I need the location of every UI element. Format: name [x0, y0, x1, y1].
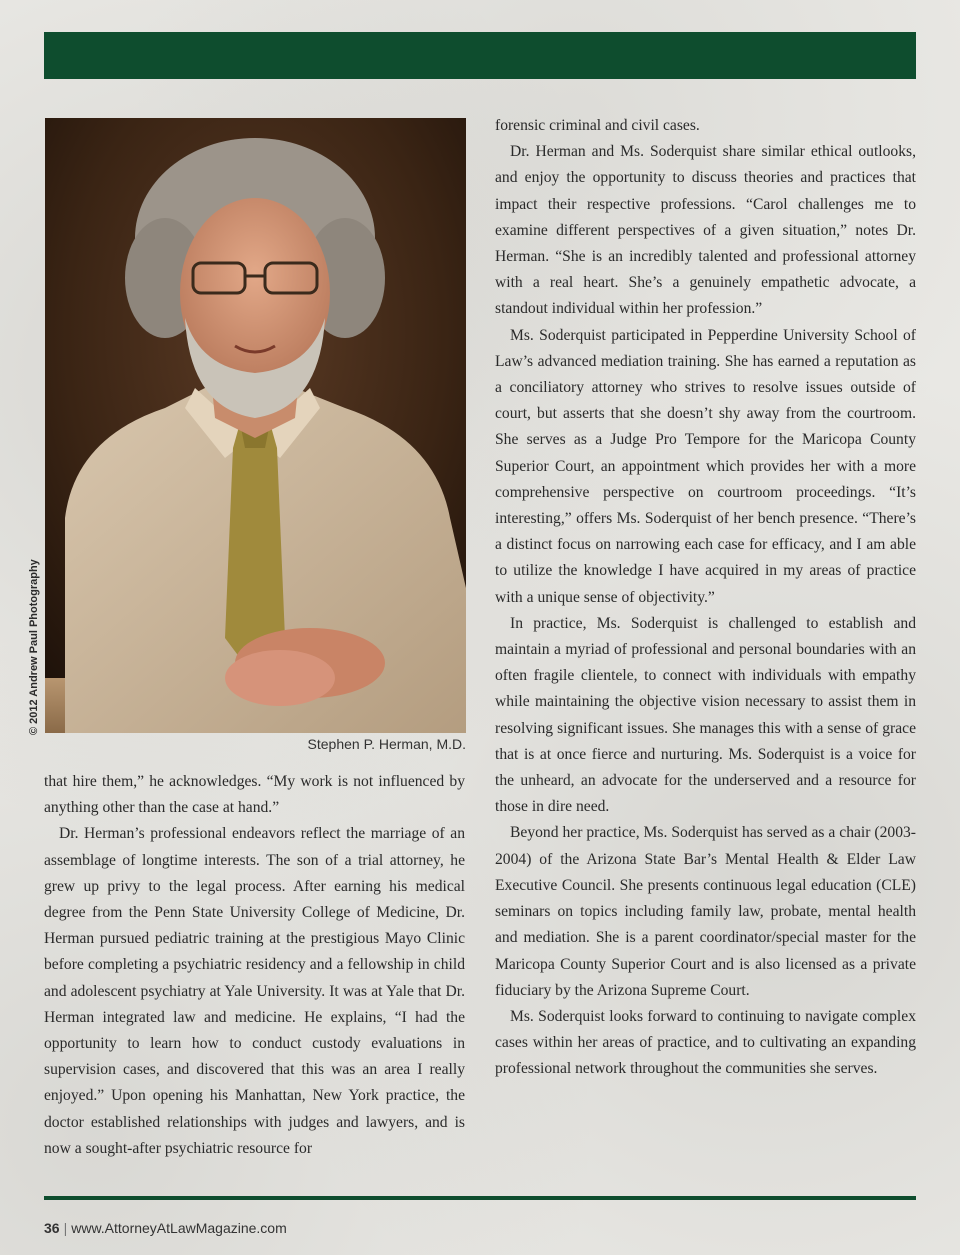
photo-credit: © 2012 Andrew Paul Photography	[28, 559, 40, 735]
portrait-photo	[45, 118, 466, 733]
website-link[interactable]: www.AttorneyAtLawMagazine.com	[71, 1220, 287, 1236]
footer-separator: |	[63, 1220, 68, 1236]
header-bar	[44, 32, 916, 79]
left-column	[44, 769, 465, 1162]
paragraph: Dr. Herman’s professional endeavors reflect the marriage of an assemblage of longtime interests. The son of a trial attorney, he grew up privy to the legal process. After earning his medical degree from the Penn State University College of Medicine, Dr. Herman pursued pediatric training at the prestigious Mayo Clinic before completing a psychiatric residency and a fellowship in child and adolescent psychiatry at Yale University. It was at Yale that Dr. Herman integrated law and medicine. He explains, “I had the opportunity to learn how to conduct custody evaluations in supervision cases, and discovered that this was an area I really enjoyed.” Upon opening his Manhattan, New York practice, the doctor established relationships with judges and lawyers, and is now a sought-after psychiatric resource for	[44, 825, 465, 1157]
footer-rule	[44, 1196, 916, 1200]
footer	[44, 1220, 287, 1236]
paragraph: Ms. Soderquist looks forward to continuing to navigate complex cases within her areas of practice, and to cultivating an expanding professional network throughout the communities she serves.	[495, 1007, 916, 1078]
photo-caption: Stephen P. Herman, M.D.	[307, 736, 466, 752]
paragraph: In practice, Ms. Soderquist is challenged to establish and maintain a myriad of professional and personal boundaries with an often fragile clientele, to connect with individuals with empathy while maintaining the objective vision necessary to assist them in resolving significant issues. She manages this with a sense of grace that is at once fierce and nurturing. Ms. Soderquist is a voice for the unheard, an advocate for the underserved and a resource for those in dire need.	[495, 614, 916, 816]
paragraph: forensic criminal and civil cases.	[495, 117, 700, 134]
paragraph: that hire them,” he acknowledges. “My work is not influenced by anything other than the case at hand.”	[44, 773, 465, 817]
right-column	[495, 113, 916, 1083]
paragraph: Dr. Herman and Ms. Soderquist share similar ethical outlooks, and enjoy the opportunity to discuss theories and practices that impact their respective professions. “Carol challenges me to examine different perspectives of a given situation,” notes Dr. Herman. “She is an incredibly talented and professional attorney with a real heart. She’s a genuinely empathetic advocate, a standout individual within her profession.”	[495, 143, 916, 318]
page-number: 36	[44, 1220, 60, 1236]
paragraph: Beyond her practice, Ms. Soderquist has served as a chair (2003-2004) of the Arizona State Bar’s Mental Health & Elder Law Executive Council. She presents continuous legal education (CLE) seminars on topics including family law, probate, mental health and mediation. She is a parent coordinator/special master for the Maricopa County Superior Court and is also licensed as a private fiduciary by the Arizona Supreme Court.	[495, 824, 916, 999]
paragraph: Ms. Soderquist participated in Pepperdine University School of Law’s advanced mediation training. She has earned a reputation as a conciliatory attorney who strives to resolve issues outside of court, but asserts that she doesn’t shy away from the courtroom. She serves as a Judge Pro Tempore for the Maricopa County Superior Court, an appointment which provides her with a more comprehensive perspective on courtroom proceedings. “It’s interesting,” offers Ms. Soderquist of her bench presence. “There’s a distinct focus on narrowing each case for efficacy, and I am able to utilize the knowledge I have acquired in my areas of practice with a unique sense of objectivity.”	[495, 326, 916, 606]
